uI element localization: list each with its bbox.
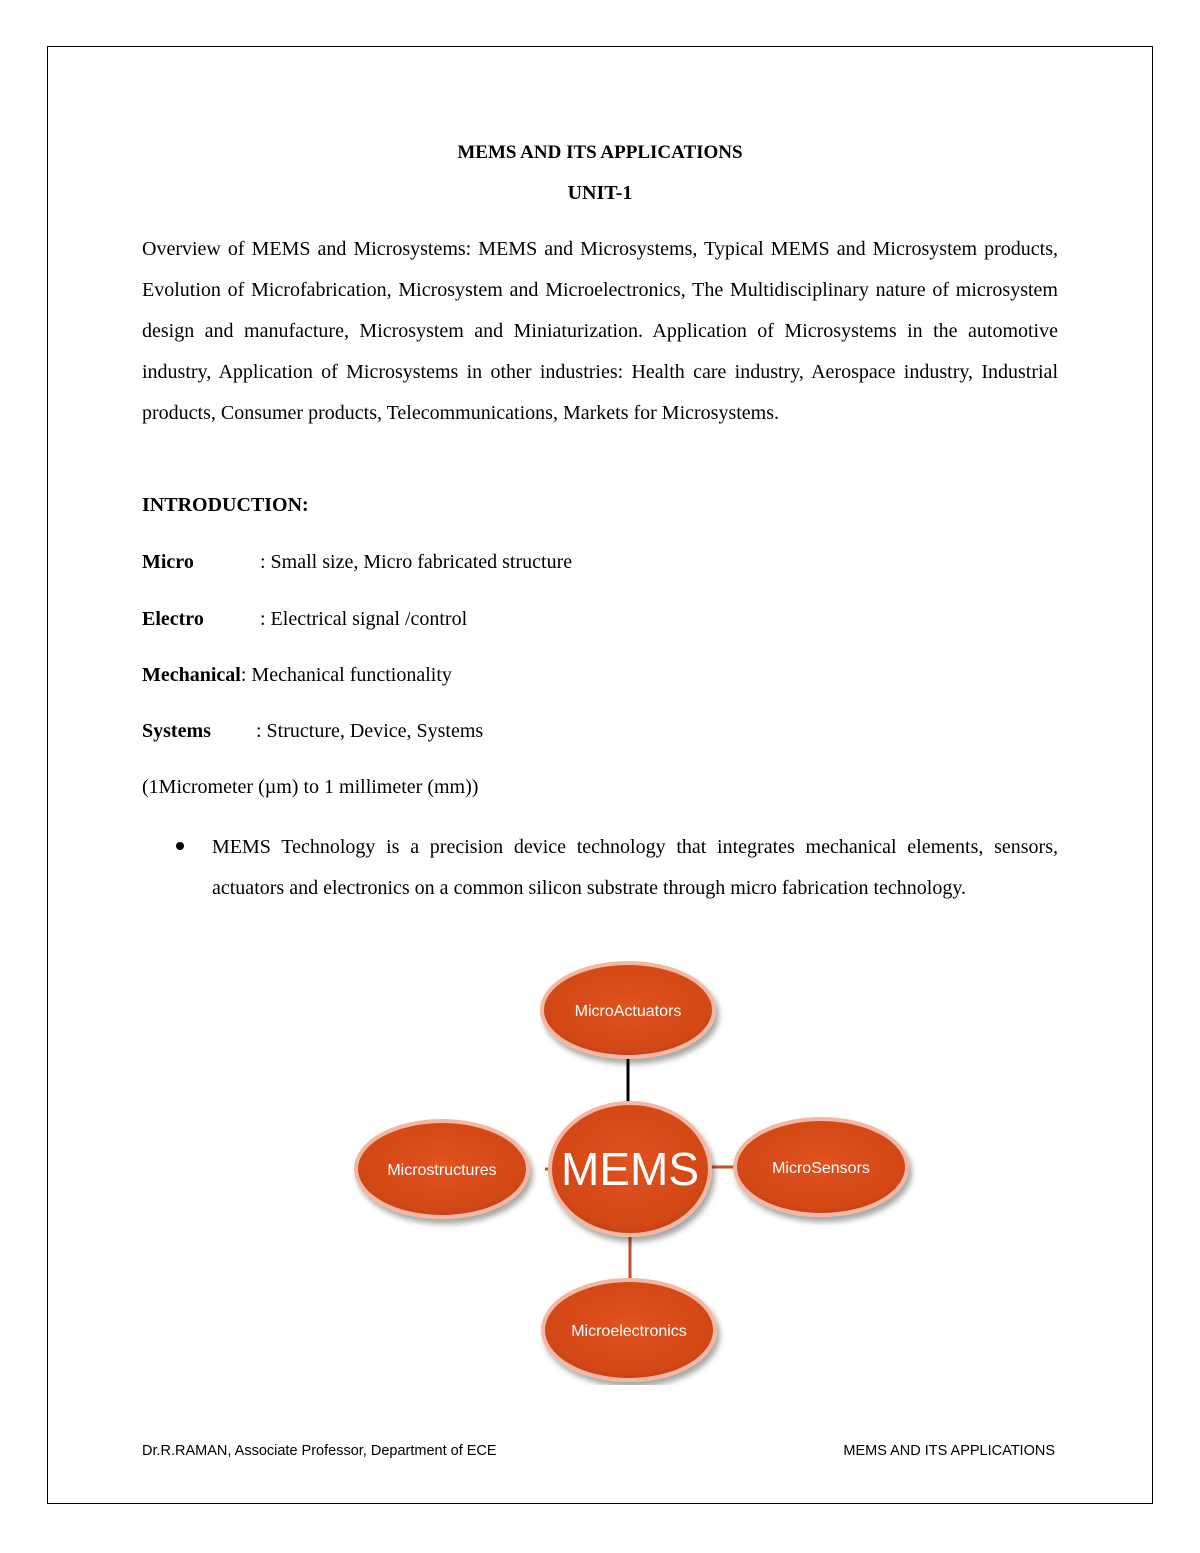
document-title: MEMS AND ITS APPLICATIONS [457, 142, 743, 163]
definition-desc: : Mechanical functionality [240, 664, 452, 686]
node-label: Microelectronics [571, 1323, 687, 1340]
center-label: MEMS [561, 1143, 699, 1195]
definition-desc: : Structure, Device, Systems [256, 720, 484, 742]
unit-heading: UNIT-1 [567, 182, 633, 204]
bullet-icon [176, 842, 184, 850]
node-microelectronics [543, 1280, 715, 1380]
definition-row [142, 608, 467, 631]
node-label: Microstructures [387, 1162, 497, 1179]
node-microsensors [735, 1119, 907, 1215]
definition-term: Electro [142, 608, 204, 630]
introduction-heading: INTRODUCTION: [142, 494, 309, 516]
definition-row [142, 551, 572, 574]
definition-term: Systems [142, 720, 211, 742]
definition-term: Mechanical [142, 664, 241, 686]
footer-course: MEMS AND ITS APPLICATIONS [843, 1443, 1055, 1459]
node-microstructures [356, 1121, 528, 1217]
definition-desc: : Electrical signal /control [260, 608, 468, 630]
definition-row [142, 720, 483, 743]
definition-row [142, 664, 452, 687]
node-label: MicroSensors [772, 1160, 870, 1177]
mems-definition-bullet: MEMS Technology is a precision device technology that integrates mechanical elements, sensors, actuators and electronics on a common silicon substrate through micro fabrication technology. [212, 836, 1058, 899]
footer-author: Dr.R.RAMAN, Associate Professor, Department of ECE [142, 1443, 497, 1459]
definition-term: Micro [142, 551, 194, 573]
node-label: MicroActuators [574, 1003, 682, 1020]
node-mems-center [550, 1103, 710, 1235]
size-range-note: (1Micrometer (µm) to 1 millimeter (mm)) [142, 776, 479, 798]
syllabus-overview: Overview of MEMS and Microsystems: MEMS and Microsystems, Typical MEMS and Microsystem products, Evolution of Microfabrication, Microsystem and Microelectronics, The Multidisciplinary nature of microsystem design and manufacture, Microsystem and Miniaturization. Application of Microsystems in the automotive industry, Application of Microsystems in other industries: Health care industry, Aerospace industry, Industrial products, Consumer products, Telecommunications, Markets for Microsystems. [142, 238, 1058, 424]
mems-diagram [340, 955, 930, 1385]
definition-desc: : Small size, Micro fabricated structure [260, 551, 573, 573]
node-microactuators [542, 963, 714, 1057]
